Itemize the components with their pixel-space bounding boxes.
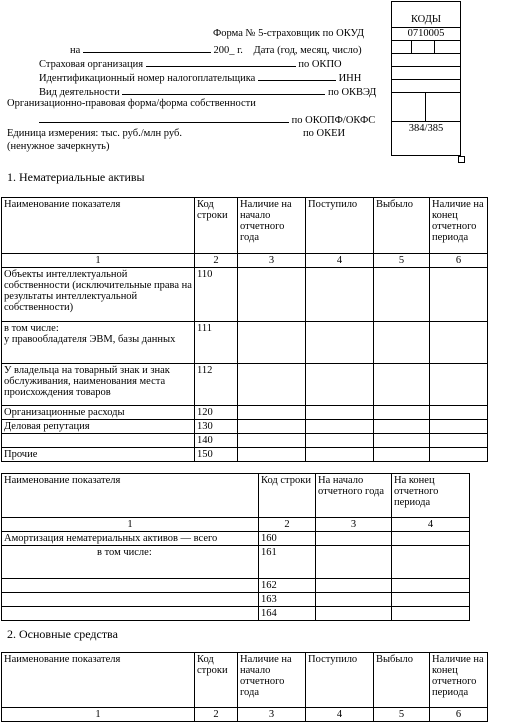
colnum: 5 <box>374 708 430 722</box>
row-code: 130 <box>195 420 238 434</box>
header-name: Наименование показателя <box>2 198 195 254</box>
row-code: 164 <box>259 607 316 621</box>
value-cell[interactable] <box>238 322 306 364</box>
table2-colnum-row <box>2 518 470 532</box>
insurer-label: Страховая организация <box>39 59 144 70</box>
row-code: 120 <box>195 406 238 420</box>
amortization-table <box>1 473 470 621</box>
table-row <box>2 593 470 607</box>
row-code: 163 <box>259 593 316 607</box>
row-code: 160 <box>259 532 316 546</box>
row-name: в том числе: <box>2 546 259 579</box>
legal-form-input[interactable] <box>39 113 289 123</box>
value-cell[interactable] <box>374 364 430 406</box>
header-received: Поступило <box>306 198 374 254</box>
colnum: 3 <box>316 518 392 532</box>
colnum: 4 <box>392 518 470 532</box>
value-cell[interactable] <box>374 406 430 420</box>
header-name: Наименование показателя <box>2 653 195 708</box>
legal-form-row <box>39 113 375 127</box>
value-cell[interactable] <box>374 322 430 364</box>
value-cell[interactable] <box>374 268 430 322</box>
colnum: 2 <box>259 518 316 532</box>
table-row <box>2 546 470 579</box>
value-cell[interactable] <box>392 607 470 621</box>
inn-row <box>39 71 361 85</box>
row-name: У владельца на товарный знак и знак обслуживания, наименования места происхождения товаров <box>2 364 195 406</box>
table-row <box>2 322 488 364</box>
okei-label: по ОКЕИ <box>303 128 346 139</box>
okei-cell[interactable]: 384/385 <box>392 122 460 156</box>
value-cell[interactable] <box>392 593 470 607</box>
colnum: 6 <box>430 254 488 268</box>
inn-label: ИНН <box>338 73 362 84</box>
header-received: Поступило <box>306 653 374 708</box>
codes-title: КОДЫ <box>392 2 460 28</box>
row-name: Деловая репутация <box>2 420 195 434</box>
value-cell[interactable] <box>238 364 306 406</box>
table-row <box>2 532 470 546</box>
table-row <box>2 448 488 462</box>
colnum: 6 <box>430 708 488 722</box>
value-cell[interactable] <box>238 268 306 322</box>
row-code: 150 <box>195 448 238 462</box>
colnum: 5 <box>374 254 430 268</box>
insurer-input[interactable] <box>146 57 296 67</box>
legal-form-label: Организационно-правовая форма/форма собственности <box>7 98 256 109</box>
value-cell[interactable] <box>316 593 392 607</box>
value-cell[interactable] <box>316 607 392 621</box>
insurer-row <box>39 57 342 71</box>
value-cell[interactable] <box>238 406 306 420</box>
value-cell[interactable] <box>430 268 488 322</box>
corner-marker <box>458 156 465 163</box>
inn-cell[interactable] <box>392 67 460 80</box>
fixed-assets-table <box>1 652 488 722</box>
value-cell[interactable] <box>316 579 392 593</box>
row-name[interactable] <box>2 607 259 621</box>
row-name[interactable] <box>2 579 259 593</box>
okopf-label: по ОКОПФ/ОКФС <box>291 115 376 126</box>
table-row <box>2 268 488 322</box>
value-cell[interactable] <box>306 268 374 322</box>
value-cell[interactable] <box>392 546 470 579</box>
colnum: 2 <box>195 708 238 722</box>
row-code: 110 <box>195 268 238 322</box>
header-start: Наличие на начало отчетного года <box>238 198 306 254</box>
table1-colnum-row <box>2 254 488 268</box>
inn-input[interactable] <box>258 71 336 81</box>
value-cell[interactable] <box>430 364 488 406</box>
row-name: Организационные расходы <box>2 406 195 420</box>
date-prefix: на <box>70 45 81 56</box>
colnum: 1 <box>2 518 259 532</box>
row-code: 140 <box>195 434 238 448</box>
colnum: 2 <box>195 254 238 268</box>
header-end: Наличие на конец отчетного периода <box>430 653 488 708</box>
header-code: Код строки <box>259 474 316 518</box>
row-code: 111 <box>195 322 238 364</box>
okved-label: по ОКВЭД <box>327 87 377 98</box>
header-disposed: Выбыло <box>374 198 430 254</box>
value-cell[interactable] <box>306 406 374 420</box>
colnum: 1 <box>2 254 195 268</box>
value-cell[interactable] <box>306 420 374 434</box>
value-cell[interactable] <box>392 579 470 593</box>
colnum: 1 <box>2 708 195 722</box>
date-input[interactable] <box>83 43 211 53</box>
value-cell[interactable] <box>316 532 392 546</box>
value-cell[interactable] <box>430 434 488 448</box>
value-cell[interactable] <box>430 448 488 462</box>
section2-title: 2. Основные средства <box>7 627 118 641</box>
okved-cell[interactable] <box>392 80 460 93</box>
header-start: Наличие на начало отчетного года <box>238 653 306 708</box>
header-end: Наличие на конец отчетного периода <box>430 198 488 254</box>
row-name[interactable] <box>2 593 259 607</box>
value-cell[interactable] <box>430 406 488 420</box>
value-cell[interactable] <box>306 364 374 406</box>
value-cell[interactable] <box>430 322 488 364</box>
value-cell[interactable] <box>392 532 470 546</box>
value-cell[interactable] <box>238 434 306 448</box>
header-end: На конец отчетного периода <box>392 474 470 518</box>
okpo-label: по ОКПО <box>298 59 342 70</box>
codes-box <box>391 1 461 156</box>
section1-title: 1. Нематериальные активы <box>7 170 145 184</box>
row-name: Амортизация нематериальных активов — всего <box>2 532 259 546</box>
activity-label: Вид деятельности <box>39 87 120 98</box>
inn-row-label: Идентификационный номер налогоплательщика <box>39 73 256 84</box>
table3-header-row <box>2 653 488 708</box>
table-row <box>2 420 488 434</box>
row-name[interactable] <box>2 434 195 448</box>
okud-code-cell[interactable]: 0710005 <box>392 28 460 41</box>
row-name: Прочие <box>2 448 195 462</box>
date-cell[interactable] <box>392 41 460 54</box>
row-name: Объекты интеллектуальной собственности (исключительные права на результаты интеллектуальной собственности) <box>2 268 195 322</box>
table-row <box>2 434 488 448</box>
header-disposed: Выбыло <box>374 653 430 708</box>
activity-row <box>39 85 376 99</box>
value-cell[interactable] <box>374 420 430 434</box>
value-cell[interactable] <box>316 546 392 579</box>
strike-note: (ненужное зачеркнуть) <box>7 141 110 152</box>
colnum: 3 <box>238 708 306 722</box>
value-cell[interactable] <box>374 434 430 448</box>
value-cell[interactable] <box>306 448 374 462</box>
table-row <box>2 579 470 593</box>
okpo-cell[interactable] <box>392 54 460 67</box>
table3-colnum-row <box>2 708 488 722</box>
date-label: Дата (год, месяц, число) <box>253 45 362 56</box>
value-cell[interactable] <box>238 448 306 462</box>
header-name: Наименование показателя <box>2 474 259 518</box>
row-name: в том числе: у правообладателя ЭВМ, базы данных <box>2 322 195 364</box>
table-row <box>2 406 488 420</box>
okopf-cell[interactable] <box>392 93 460 122</box>
colnum: 3 <box>238 254 306 268</box>
date-row <box>70 43 362 57</box>
year-suffix: 200_ г. <box>213 45 243 56</box>
value-cell[interactable] <box>430 420 488 434</box>
activity-input[interactable] <box>122 85 325 95</box>
table2-header-row <box>2 474 470 518</box>
row-code: 112 <box>195 364 238 406</box>
header-code: Код строки <box>195 653 238 708</box>
form-label: Форма № 5-страховщик по ОКУД <box>213 28 365 39</box>
unit-label: Единица измерения: тыс. руб./млн руб. <box>7 128 182 139</box>
table-row <box>2 364 488 406</box>
colnum: 4 <box>306 254 374 268</box>
value-cell[interactable] <box>238 420 306 434</box>
header-start: На начало отчетного года <box>316 474 392 518</box>
value-cell[interactable] <box>306 322 374 364</box>
row-code: 162 <box>259 579 316 593</box>
table-row <box>2 607 470 621</box>
value-cell[interactable] <box>374 448 430 462</box>
colnum: 4 <box>306 708 374 722</box>
table1-header-row <box>2 198 488 254</box>
value-cell[interactable] <box>306 434 374 448</box>
row-code: 161 <box>259 546 316 579</box>
header-code: Код строки <box>195 198 238 254</box>
intangible-assets-table <box>1 197 488 462</box>
